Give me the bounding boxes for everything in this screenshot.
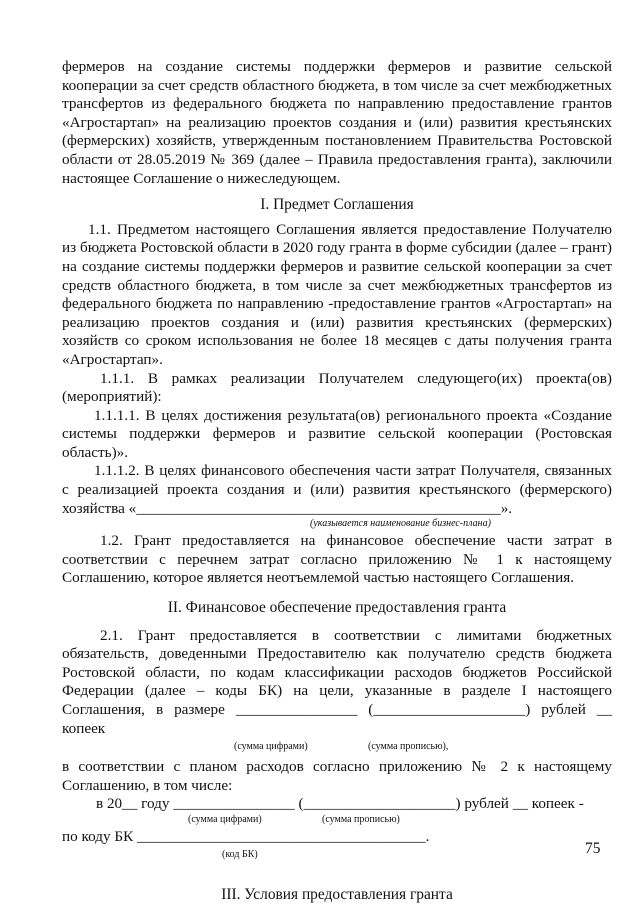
bk-caption-row [62,847,612,861]
sum-caption-row-1 [62,738,612,758]
section-3-heading: III. Условия предоставления гранта [221,885,453,903]
document-page [62,58,612,904]
section-1-heading: I. Предмет Соглашения [260,196,414,214]
bk-code-caption: (код БК) [222,848,258,860]
clause-1-2: 1.2. Грант предоставляется на финансовое обеспечение части затрат в соответствии с перечнем затрат согласно приложению № 1 к настоящему Соглашению, которое является неотъемлемой частью настоящего Соглашения. [62,532,612,587]
sum-words-caption-1: (сумма прописью), [368,741,449,753]
clause-2-1-continued: в соответствии с планом расходов согласно приложению № 2 к настоящему Соглашению, в том числе: [62,758,612,794]
sum-words-caption-2: (сумма прописью) [322,813,400,825]
clause-2-1: 2.1. Грант предоставляется в соответствии с лимитами бюджетных обязательств, доведенными Предоставителю как получателю средств бюджета Ростовской области, по кодам классификации расходов бюджетов Российской Федерации (далее – коды БК) на цели, указанные в разделе I настоящего Соглашения, в размере ________________ (____________________) рублей __ копеек [62,626,612,737]
clause-1-1: 1.1. Предметом настоящего Соглашения является предоставление Получателю из бюджета Ростовской области в 2020 году гранта в форме субсидии (далее – грант) на создание системы поддержки фермеров и развитие сельской кооперации за счет средств областного бюджета, в том числе за счет межбюджетных трансфертов из федерального бюджета по направлению -предоставление грантов «Агростартап» на реализацию проектов создания и (или) развития крестьянских (фермерских) хозяйств со сроком использования не более 18 месяцев с даты получения гранта «Агростартап». [62,220,612,368]
year-amount-line: в 20__ году ________________ (____________________) рублей __ копеек - [96,795,584,813]
intro-paragraph: фермеров на создание системы поддержки фермеров и развитие сельской кооперации за счет средств областного бюджета, в том числе за счет межбюджетных трансфертов из федерального бюджета по направлению предоставление грантов «Агростартап» на реализацию проектов создания и (или) развития крестьянских (фермерских) хозяйств, утвержденным постановлением Правительства Ростовской области от 28.05.2019 № 369 (далее – Правила предоставления гранта), заключили настоящее Соглашение о нижеследующем. [62,58,612,187]
sum-digits-caption-1: (сумма цифрами) [234,741,308,753]
page-number: 75 [585,840,601,857]
sum-digits-caption-2: (сумма цифрами) [188,813,262,825]
bk-code-line: по коду БК ______________________________________. [62,827,430,845]
clause-1-1-1-1: 1.1.1.1. В целях достижения результата(ов) регионального проекта «Создание системы поддержки фермеров и развитие сельской кооперации (Ростовская область)». [62,406,612,461]
section-2-heading: II. Финансовое обеспечение предоставления гранта [167,599,507,617]
clause-1-1-1-2: 1.1.1.2. В целях финансового обеспечения части затрат Получателя, связанных с реализацией проекта создания и (или) развития крестьянского (фермерского) хозяйства «________________________________________________». [62,462,612,517]
bizplan-caption: (указывается наименование бизнес-плана) [310,518,491,530]
bizplan-caption-row [62,518,612,532]
clause-1-1-1: 1.1.1. В рамках реализации Получателем следующего(их) проекта(ов) (мероприятий): [62,369,612,406]
sum-caption-row-2 [62,814,612,828]
